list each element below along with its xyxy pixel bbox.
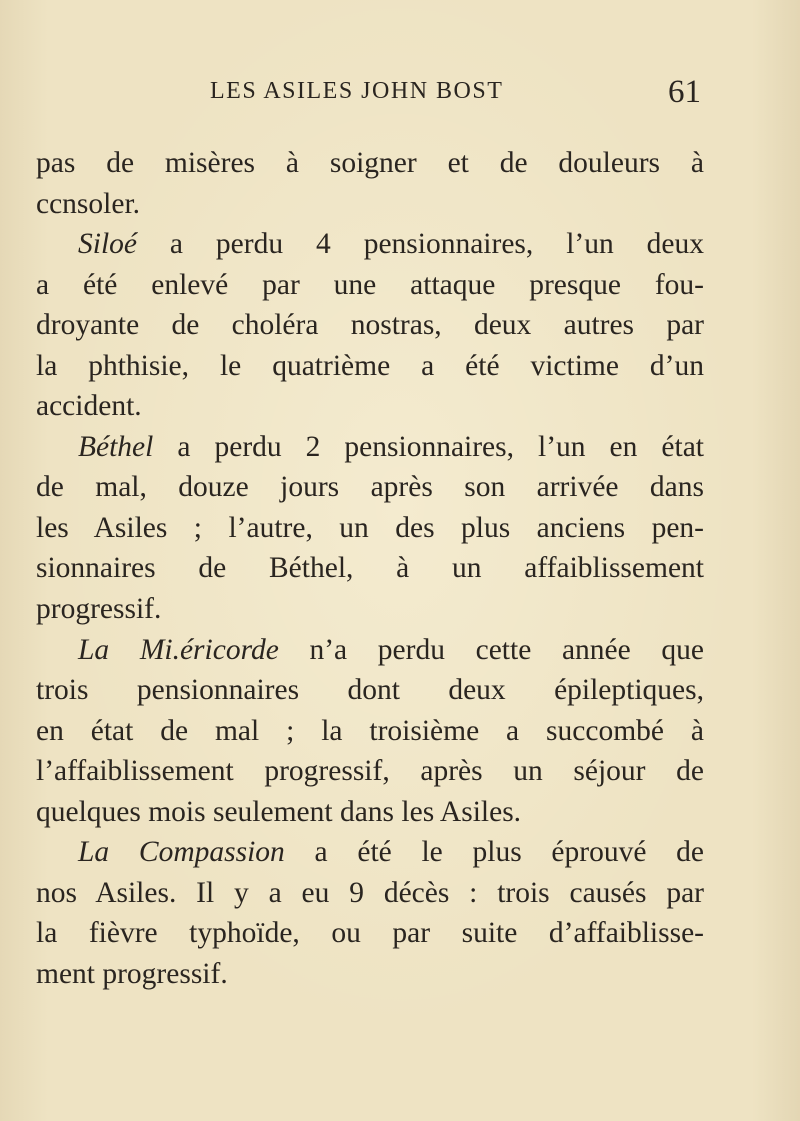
text-line: de mal, douze jours après son arrivée dans	[36, 471, 704, 504]
text-line: trois pensionnaires dont deux épileptiques,	[36, 674, 704, 707]
asylum-name: Siloé	[78, 228, 137, 261]
paragraph-first-line: La Mi.éricorde n’a perdu cette année que	[78, 633, 704, 666]
asylum-name: La Compassion	[78, 836, 285, 869]
running-title: LES ASILES JOHN BOST	[210, 78, 504, 104]
page-number: 61	[668, 74, 701, 110]
paragraph-first-line: La Compassion a été le plus éprouvé de	[78, 836, 704, 869]
text-line: quelques mois seulement dans les Asiles.	[36, 795, 522, 828]
text-line: la phthisie, le quatrième a été victime d’un	[36, 349, 704, 382]
text-line: en état de mal ; la troisième a succombé à	[36, 714, 704, 747]
text-line: nos Asiles. Il y a eu 9 décès : trois causés par	[36, 876, 704, 909]
text-line: les Asiles ; l’autre, un des plus anciens pen-	[36, 511, 704, 544]
asylum-name: La Mi.éricorde	[78, 633, 279, 666]
text-line: a été enlevé par une attaque presque fou-	[36, 268, 704, 301]
text-line: ccnsoler.	[36, 187, 141, 220]
paragraph-first-line: Béthel a perdu 2 pensionnaires, l’un en état	[78, 430, 704, 463]
text-line: accident.	[36, 390, 142, 423]
text-line: l’affaiblissement progressif, après un séjour de	[36, 755, 704, 788]
text-line: pas de misères à soigner et de douleurs à	[36, 147, 704, 179]
body-text	[36, 143, 704, 994]
text-line: sionnaires de Béthel, à un affaiblissement	[36, 552, 704, 585]
text-line: ment progressif.	[36, 957, 228, 990]
running-head	[0, 74, 800, 114]
paragraph-first-line: Siloé a perdu 4 pensionnaires, l’un deux	[78, 228, 704, 261]
text-line: droyante de choléra nostras, deux autres par	[36, 309, 704, 342]
asylum-name: Béthel	[78, 430, 154, 463]
text-line: la fièvre typhoïde, ou par suite d’affaiblisse-	[36, 917, 704, 950]
text-line: progressif.	[36, 593, 162, 626]
